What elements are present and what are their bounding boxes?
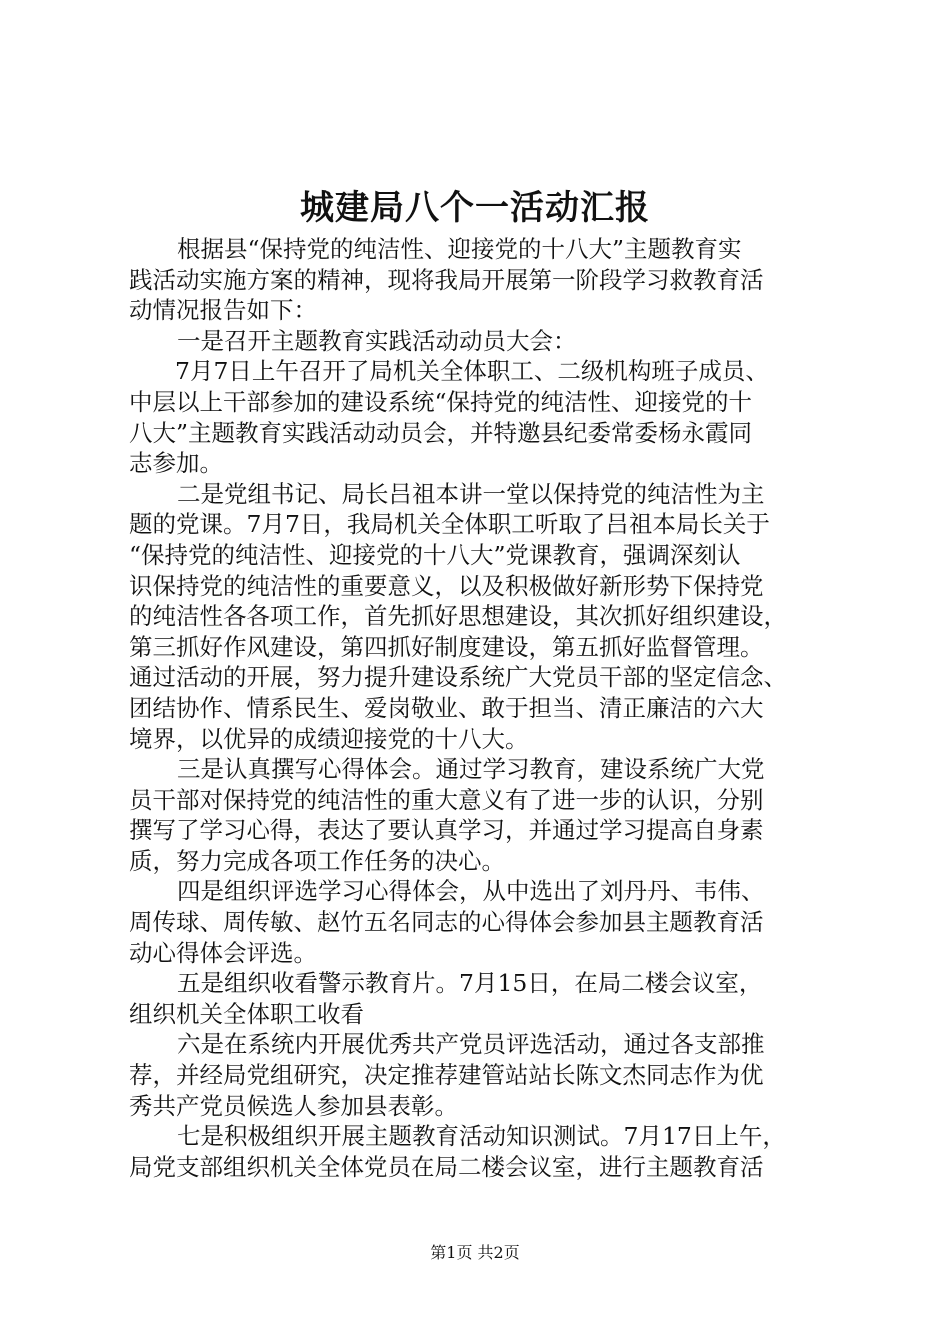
text-line: 局党支部组织机关全体党员在局二楼会议室，进行主题教育活 [129,1152,764,1181]
text-line: 五是组织收看警示教育片。7月15日，在局二楼会议室， [177,969,763,998]
text-line: 质，努力完成各项工作任务的决心。 [129,846,505,875]
text-line: 八大”主题教育实践活动动员会，并特邀县纪委常委杨永霞同 [129,418,753,447]
text-line: 四是组织评选学习心得体会，从中选出了刘丹丹、韦伟、 [177,877,765,906]
text-line: 识保持党的纯洁性的重要意义，以及积极做好新形势下保持党 [129,571,764,600]
text-line: 六是在系统内开展优秀共产党员评选活动，通过各支部推 [177,1030,765,1059]
text-line: 中层以上干部参加的建设系统“保持党的纯洁性、迎接党的十 [129,387,753,416]
text-line: 动情况报告如下： [129,296,317,325]
text-line: 员干部对保持党的纯洁性的重大意义有了进一步的认识，分别 [129,785,764,814]
text-line: 荐，并经局党组研究，决定推荐建管站站长陈文杰同志作为优 [129,1061,764,1090]
text-line: 通过活动的开展，努力提升建设系统广大党员干部的坚定信念、 [129,663,787,692]
text-line: 组织机关全体职工收看 [129,999,364,1028]
text-line: 7月7日上午召开了局机关全体职工、二级机构班子成员、 [175,357,769,386]
text-line: 团结协作、情系民生、爱岗敬业、敢于担当、清正廉洁的六大 [129,693,764,722]
document-body [129,234,844,1182]
text-line: 二是党组书记、局长吕祖本讲一堂以保持党的纯洁性为主 [177,479,765,508]
text-line: 境界，以优异的成绩迎接党的十八大。 [129,724,529,753]
document-title: 城建局八个一活动汇报 [300,188,650,228]
text-line: 周传球、周传敏、赵竹五名同志的心得体会参加县主题教育活 [129,908,764,937]
page-footer: 第1页 共2页 [430,1243,520,1262]
text-line: 志参加。 [129,449,223,478]
text-line: 动心得体会评选。 [129,938,317,967]
text-line: 题的党课。7月7日，我局机关全体职工听取了吕祖本局长关于 [129,510,770,539]
text-line: 一是召开主题教育实践活动动员大会： [177,326,577,355]
text-line: “保持党的纯洁性、迎接党的十八大”党课教育，强调深刻认 [129,540,741,569]
text-line: 三是认真撰写心得体会。通过学习教育，建设系统广大党 [177,755,765,784]
text-line: 的纯洁性各各项工作，首先抓好思想建设，其次抓好组织建设， [129,602,787,631]
text-line: 践活动实施方案的精神，现将我局开展第一阶段学习救教育活 [129,265,764,294]
text-line: 七是积极组织开展主题教育活动知识测试。7月17日上午， [177,1122,786,1151]
text-line: 秀共产党员候选人参加县表彰。 [129,1091,458,1120]
text-line: 第三抓好作风建设，第四抓好制度建设，第五抓好监督管理。 [129,632,764,661]
text-line: 根据县“保持党的纯洁性、迎接党的十八大”主题教育实 [177,235,742,263]
text-line: 撰写了学习心得，表达了要认真学习，并通过学习提高自身素 [129,816,764,845]
